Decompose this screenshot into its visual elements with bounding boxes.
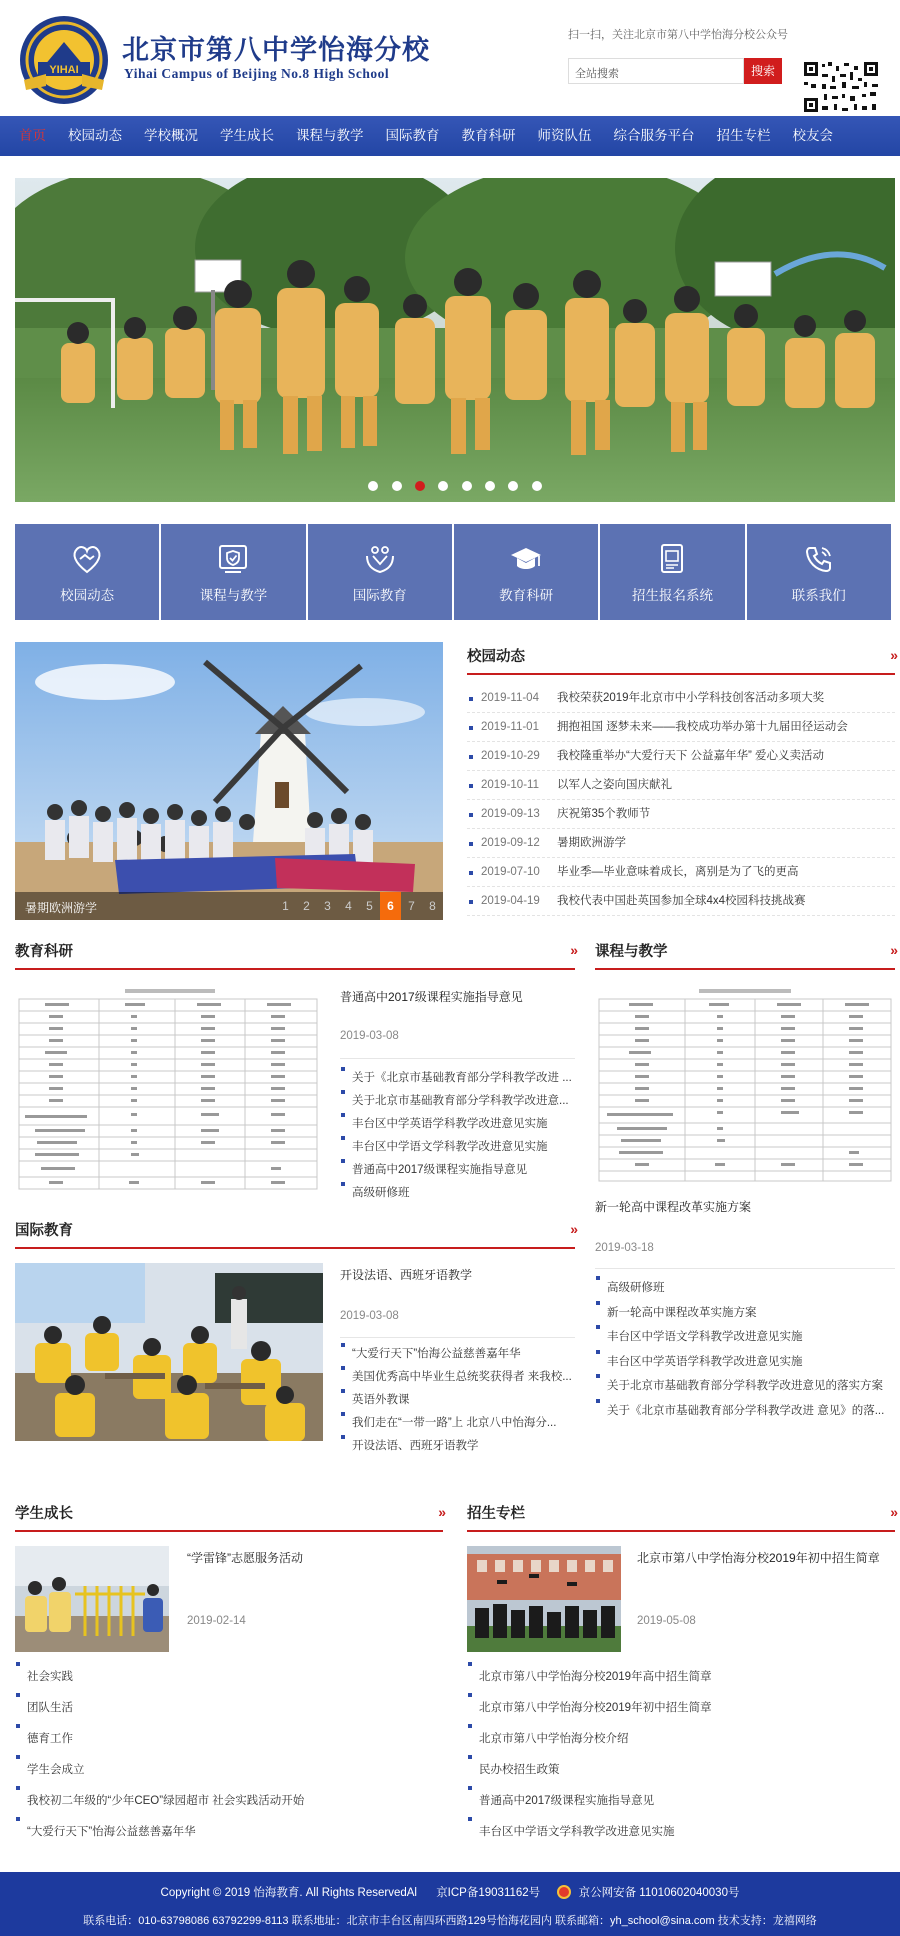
pager-item[interactable]: 8 [429,899,436,913]
divider [340,1058,575,1059]
photo-caption-bar [15,892,443,920]
list-item[interactable]: 关于《北京市基础教育部分学科教学改进 意见》的落... [595,1399,895,1424]
research-thumbnail[interactable] [15,985,321,1193]
search-box [568,58,744,84]
nav-item-school-overview[interactable]: 学校概况 [144,128,198,143]
campus-news-list [467,684,895,916]
nav-item-research[interactable]: 教育科研 [461,128,516,143]
nav-item-campus-news[interactable]: 校园动态 [68,128,122,143]
banner-dot[interactable] [438,481,448,491]
campus-photo [15,642,443,920]
registration-form-icon [655,542,689,576]
nav-item-alumni[interactable]: 校友会 [792,128,833,143]
admission-feature-date: 2019-05-08 [637,1615,696,1627]
quick-link-campus-news[interactable] [15,524,159,620]
news-item[interactable] [467,742,895,771]
news-item[interactable] [467,800,895,829]
scan-hint: 扫一扫，关注北京市第八中学怡海分校公众号 [568,29,788,41]
shield-check-icon [216,542,250,576]
banner-dot[interactable] [485,481,495,491]
nav-item-international[interactable]: 国际教育 [385,128,440,143]
quick-link-label: 国际教育 [352,588,407,603]
admission-feature-title[interactable]: 北京市第八中学怡海分校2019年初中招生简章 [637,1551,880,1565]
section-title[interactable]: 招生专栏 [467,1506,525,1522]
news-title[interactable]: 暑期欧洲游学 [557,837,626,849]
search-input[interactable] [625,62,739,80]
quick-link-label: 课程与教学 [199,588,268,603]
list-item[interactable]: 社会实践 [15,1662,443,1693]
pager-item[interactable]: 4 [345,899,352,913]
quick-link-registration[interactable] [600,524,744,620]
news-date: 2019-09-12 [481,837,540,849]
nav-item-services[interactable]: 综合服务平台 [613,128,695,143]
search-label: 全站搜索 [575,68,619,80]
news-date: 2019-07-10 [481,866,540,878]
quick-link-label: 校园动态 [60,588,115,603]
list-item[interactable]: 我们走在“一带一路”上 北京八中怡海分... [340,1412,575,1435]
banner-photo [15,178,895,502]
news-item[interactable] [467,858,895,887]
site-footer [0,1872,900,1936]
banner-dot[interactable] [368,481,378,491]
list-item[interactable]: 普通高中2017级课程实施指导意见 [467,1786,895,1817]
handshake-heart-icon [70,542,104,576]
banner-dot-active[interactable] [415,481,425,491]
pager-item[interactable]: 5 [366,899,373,913]
nav-item-student-growth[interactable]: 学生成长 [220,128,274,143]
list-item[interactable]: 民办校招生政策 [467,1755,895,1786]
quick-link-curriculum[interactable] [161,524,305,620]
list-item[interactable]: “大爱行天下”怡海公益慈善嘉年华 [340,1343,575,1366]
news-item[interactable] [467,771,895,800]
list-item[interactable]: 丰台区中学英语学科教学改进意见实施 [340,1113,575,1136]
photo-pager [275,892,443,920]
list-item[interactable]: 美国优秀高中毕业生总统奖获得者 来我校... [340,1366,575,1389]
admission-header [467,1502,895,1532]
section-title[interactable]: 学生成长 [15,1506,73,1522]
list-item[interactable]: 英语外教课 [340,1389,575,1412]
copyright-text: Copyright © 2019 怡海教育. All Rights ReservedAl [160,1887,417,1899]
news-date: 2019-10-11 [481,779,539,791]
news-title[interactable]: 庆祝第35个教师节 [557,808,651,820]
divider [340,1337,575,1338]
pager-item-active[interactable]: 6 [380,892,401,920]
pager-item[interactable]: 7 [408,899,415,913]
quick-links [15,524,891,620]
footer-line-1 [0,1884,900,1900]
research-feature-date: 2019-03-08 [340,1030,399,1042]
quick-link-research[interactable] [454,524,598,620]
list-item[interactable]: 新一轮高中课程改革实施方案 [595,1301,895,1326]
list-item[interactable]: 丰台区中学语文学科教学改进意见实施 [467,1817,895,1848]
site-header [0,0,900,116]
list-item[interactable]: 开设法语、西班牙语教学 [340,1435,575,1458]
quick-link-label: 招生报名系统 [631,588,713,603]
more-link-icon[interactable]: » [438,1504,443,1520]
pager-item[interactable]: 1 [282,899,289,913]
quick-link-label: 联系我们 [791,588,846,603]
list-item[interactable]: “大爱行天下”怡海公益慈善嘉年华 [15,1817,443,1848]
main-nav [0,116,900,156]
campus-news-header [467,645,895,675]
list-item[interactable]: 丰台区中学语文学科教学改进意见实施 [340,1136,575,1159]
list-item[interactable]: 高级研修班 [595,1276,895,1301]
news-title[interactable]: 毕业季—毕业意味着成长，离别是为了飞的更高 [557,866,799,878]
quick-link-label: 教育科研 [499,588,554,603]
campus-photo-slider[interactable] [15,642,443,920]
pager-item[interactable]: 2 [303,899,310,913]
curriculum-thumbnail[interactable] [595,985,895,1185]
divider [595,1268,895,1269]
list-item[interactable]: 关于北京市基础教育部分学科教学改进意见的落实方案 [595,1374,895,1399]
curriculum-feature-date: 2019-03-18 [595,1242,654,1254]
nav-item-curriculum[interactable]: 课程与教学 [296,128,364,143]
list-item[interactable]: 丰台区中学语文学科教学改进意见实施 [595,1325,895,1350]
news-date: 2019-11-01 [481,721,539,733]
international-photo[interactable] [15,1263,323,1441]
quick-link-international[interactable] [308,524,452,620]
international-header [15,1219,575,1249]
list-item[interactable]: 高级研修班 [340,1182,575,1205]
more-link-icon[interactable]: » [570,1221,575,1237]
news-item[interactable] [467,829,895,858]
list-item[interactable]: 我校初二年级的“少年CEO”绿园超市 社会实践活动开始 [15,1786,443,1817]
nav-item-home[interactable]: 首页 [19,128,46,143]
news-item[interactable] [467,684,895,713]
photo-caption[interactable]: 暑期欧洲游学 [25,901,98,915]
graduation-cap-icon [509,542,543,576]
news-date: 2019-04-19 [481,895,540,907]
news-title[interactable]: 以军人之姿向国庆献礼 [557,779,672,791]
pager-item[interactable]: 3 [324,899,331,913]
school-emblem-icon[interactable] [16,14,112,106]
banner-dot[interactable] [392,481,402,491]
news-date: 2019-11-04 [481,692,539,704]
hands-people-icon [363,542,397,576]
growth-list [15,1662,443,1848]
list-item[interactable]: 关于《北京市基础教育部分学科教学改进 ... [340,1067,575,1090]
list-item[interactable]: 北京市第八中学怡海分校介绍 [467,1724,895,1755]
more-link-icon[interactable]: » [890,942,895,958]
international-feature-title[interactable]: 开设法语、西班牙语教学 [340,1268,473,1282]
growth-feature-date: 2019-02-14 [187,1615,246,1627]
icp-link[interactable]: 京ICP备19031162号 [436,1887,541,1899]
section-title[interactable]: 校园动态 [467,649,525,665]
news-date: 2019-10-29 [481,750,540,762]
more-link-icon[interactable]: » [890,647,895,663]
growth-feature-title[interactable]: “学雷锋”志愿服务活动 [187,1551,303,1565]
nav-item-admission[interactable]: 招生专栏 [716,128,771,143]
list-item[interactable]: 德育工作 [15,1724,443,1755]
banner-dot[interactable] [508,481,518,491]
news-title[interactable]: 我校荣获2019年北京市中小学科技创客活动多项大奖 [557,692,825,704]
police-record-link[interactable]: 京公网安备 11010602040030号 [578,1887,740,1899]
news-item[interactable] [467,713,895,742]
curriculum-feature-title[interactable]: 新一轮高中课程改革实施方案 [595,1200,752,1214]
section-title[interactable]: 国际教育 [15,1223,73,1239]
phone-call-icon [802,542,836,576]
banner-dot[interactable] [462,481,472,491]
quick-link-contact[interactable] [747,524,891,620]
curriculum-list [595,1276,895,1423]
section-title[interactable]: 教育科研 [15,944,73,960]
curriculum-header [595,940,895,970]
list-item[interactable]: 北京市第八中学怡海分校2019年初中招生简章 [467,1693,895,1724]
news-title[interactable]: 拥抱祖国 逐梦未来——我校成功举办第十九届田径运动会 [557,721,848,733]
growth-header [15,1502,443,1532]
qr-code-icon [802,60,880,114]
police-badge-icon [557,1885,571,1899]
news-item[interactable] [467,887,895,916]
school-name-en: Yihai Campus of Beijing No.8 High School [124,66,390,81]
growth-photo[interactable] [15,1546,169,1652]
more-link-icon[interactable]: » [890,1504,895,1520]
international-feature-date: 2019-03-08 [340,1310,399,1322]
list-item[interactable]: 丰台区中学英语学科教学改进意见实施 [595,1350,895,1375]
emblem-text: YIHAI [49,64,79,76]
admission-photo[interactable] [467,1546,621,1652]
search-button[interactable]: 搜索 [744,58,782,84]
section-title[interactable]: 课程与教学 [595,944,668,960]
news-title[interactable]: 我校代表中国赴英国参加全球4x4校园科技挑战赛 [557,895,806,907]
hero-banner[interactable] [15,178,895,502]
nav-item-faculty[interactable]: 师资队伍 [537,128,592,143]
school-name-cn[interactable]: 北京市第八中学怡海分校 [122,35,430,66]
news-title[interactable]: 我校隆重举办“大爱行天下 公益嘉年华” 爱心义卖活动 [557,750,825,762]
research-header [15,940,575,970]
list-item[interactable]: 团队生活 [15,1693,443,1724]
research-feature-title[interactable]: 普通高中2017级课程实施指导意见 [340,990,523,1004]
list-item[interactable]: 北京市第八中学怡海分校2019年高中招生简章 [467,1662,895,1693]
footer-contact: 联系电话：010-63798086 63792299-8113 联系地址：北京市丰台区南四环西路129号怡海花园内 联系邮箱：yh_school@sina.com 技术支持：龙禧网络 [83,1915,817,1927]
admission-list [467,1662,895,1848]
banner-dots [15,480,895,494]
list-item[interactable]: 关于北京市基础教育部分学科教学改进意... [340,1090,575,1113]
international-list [340,1343,575,1458]
list-item[interactable]: 学生会成立 [15,1755,443,1786]
banner-dot[interactable] [532,481,542,491]
list-item[interactable]: 普通高中2017级课程实施指导意见 [340,1159,575,1182]
news-date: 2019-09-13 [481,808,540,820]
research-list [340,1067,575,1205]
more-link-icon[interactable]: » [570,942,575,958]
